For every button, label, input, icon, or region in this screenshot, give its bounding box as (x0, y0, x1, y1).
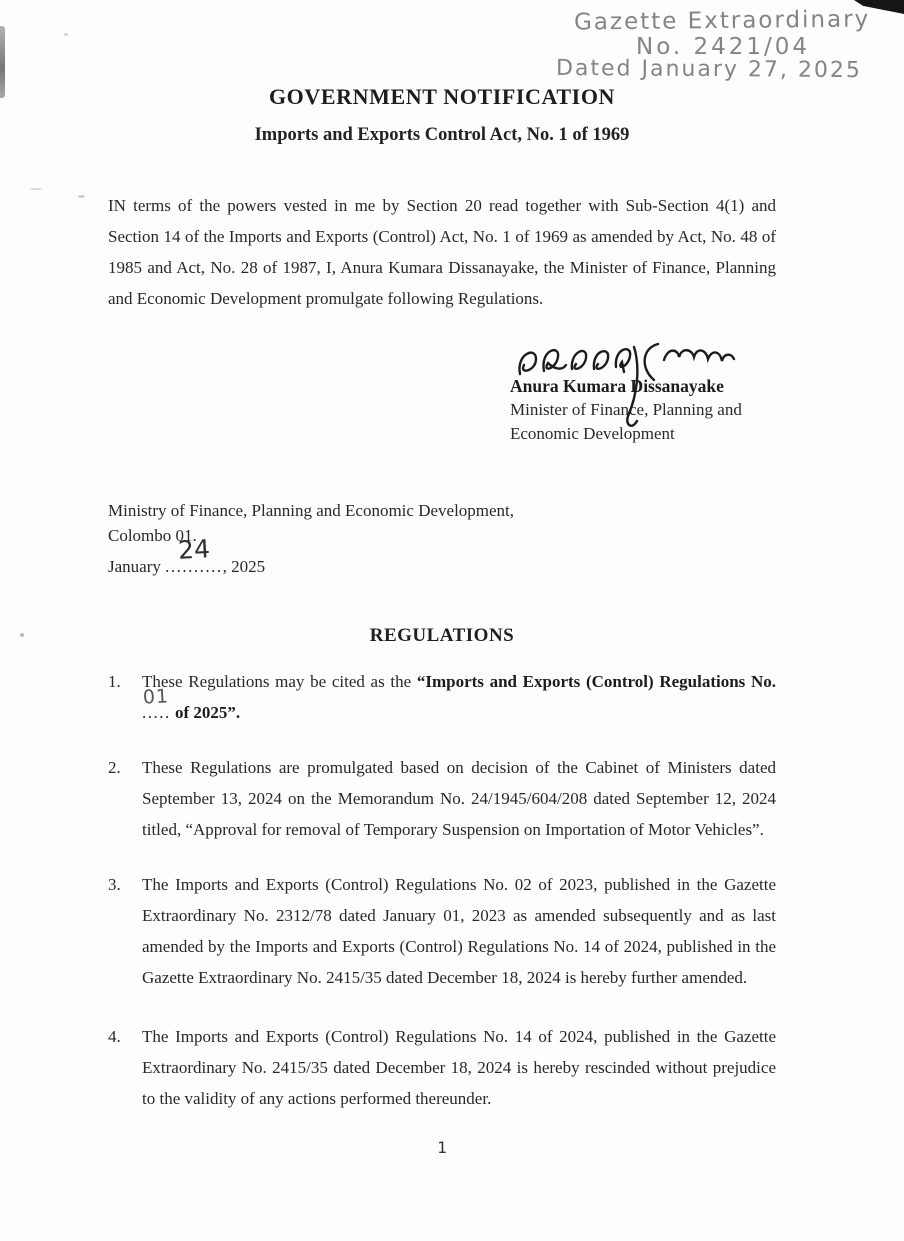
date-prefix: January (108, 557, 166, 576)
document-content (108, 0, 776, 1157)
item-number: 3. (108, 875, 121, 894)
gazette-annotation-line1: Gazette Extraordinary (573, 6, 871, 36)
scan-artifact-left-edge (0, 26, 5, 98)
item1-bold-tail: of 2025”. (170, 703, 241, 722)
signatory-role-line1: Minister of Finance, Planning and (510, 400, 742, 419)
gazette-annotation-line3: Dated January 27, 2025 (555, 55, 862, 84)
item1-dotted-line: ..... (142, 703, 171, 722)
regulation-item-2 (108, 752, 776, 845)
document-subtitle: Imports and Exports Control Act, No. 1 of 1969 (254, 125, 630, 145)
handwritten-date: 24 (177, 534, 211, 565)
gazette-annotation-line2: No. 2421/04 (636, 34, 811, 60)
item1-lead: These Regulations may be cited as the (142, 672, 417, 691)
date-suffix: , 2025 (222, 557, 266, 576)
scan-speck (30, 188, 42, 190)
item-number: 4. (108, 1027, 121, 1046)
scan-speck (78, 195, 85, 198)
item-text: The Imports and Exports (Control) Regulations No. 14 of 2024, published in the Gazette Extraordinary No. 2415/35 dated December 18, 2024 is hereby rescinded without prejudice to the validity of any actions performed thereunder. (142, 1027, 776, 1108)
address-line1: Ministry of Finance, Planning and Economic Development, (108, 501, 515, 520)
regulations-list (108, 666, 776, 1114)
address-line2: Colombo 01. (108, 526, 197, 545)
date-blank (165, 534, 223, 579)
item-text: These Regulations are promulgated based on decision of the Cabinet of Ministers dated September 13, 2024 on the Memorandum No. 24/1945/604/208 dated September 12, 2024 titled, “Approval for removal of Temporary Suspension on Importation of Motor Vehicles”. (142, 758, 776, 839)
regulations-heading: REGULATIONS (369, 625, 515, 646)
item-text (142, 666, 776, 728)
signatory-name: Anura Kumara Dissanayake (510, 376, 724, 396)
address-block (108, 498, 776, 579)
regulation-item-3 (108, 869, 776, 993)
regulation-item-1 (108, 666, 776, 728)
document-title: GOVERNMENT NOTIFICATION (268, 84, 616, 109)
scan-speck (20, 633, 24, 637)
preamble-paragraph: IN terms of the powers vested in me by Section 20 read together with Sub-Section 4(1) and Section 14 of the Imports and Exports (Control) Act, No. 1 of 1969 as amended by Act, No. 48 of 1985 and Act, No. 28 of 1987, I, Anura Kumara Dissanayake, the Minister of Finance, Planning and Economic Development promulgate following Regulations. (108, 196, 776, 308)
regulation-item-4 (108, 1021, 776, 1114)
item-text: The Imports and Exports (Control) Regulations No. 02 of 2023, published in the Gazette Extraordinary No. 2312/78 dated January 01, 2023 as amended subsequently and as last amended by the Imports and Exports (Control) Regulations No. 14 of 2024, published in the Gazette Extraordinary No. 2415/35 dated December 18, 2024 is hereby further amended. (142, 875, 776, 987)
item-number: 2. (108, 758, 121, 777)
item-number: 1. (108, 672, 121, 691)
scan-speck (64, 33, 68, 36)
date-dotted-line: .......... (165, 557, 223, 576)
signature-block (510, 374, 776, 446)
item1-blank (142, 685, 171, 728)
item1-bold-citation: “Imports and Exports (Control) Regulations No. (416, 672, 776, 691)
page-number: 1 (437, 1138, 447, 1157)
handwritten-regulation-number: 01 (142, 685, 171, 709)
signatory-role-line2: Economic Development (510, 424, 675, 443)
